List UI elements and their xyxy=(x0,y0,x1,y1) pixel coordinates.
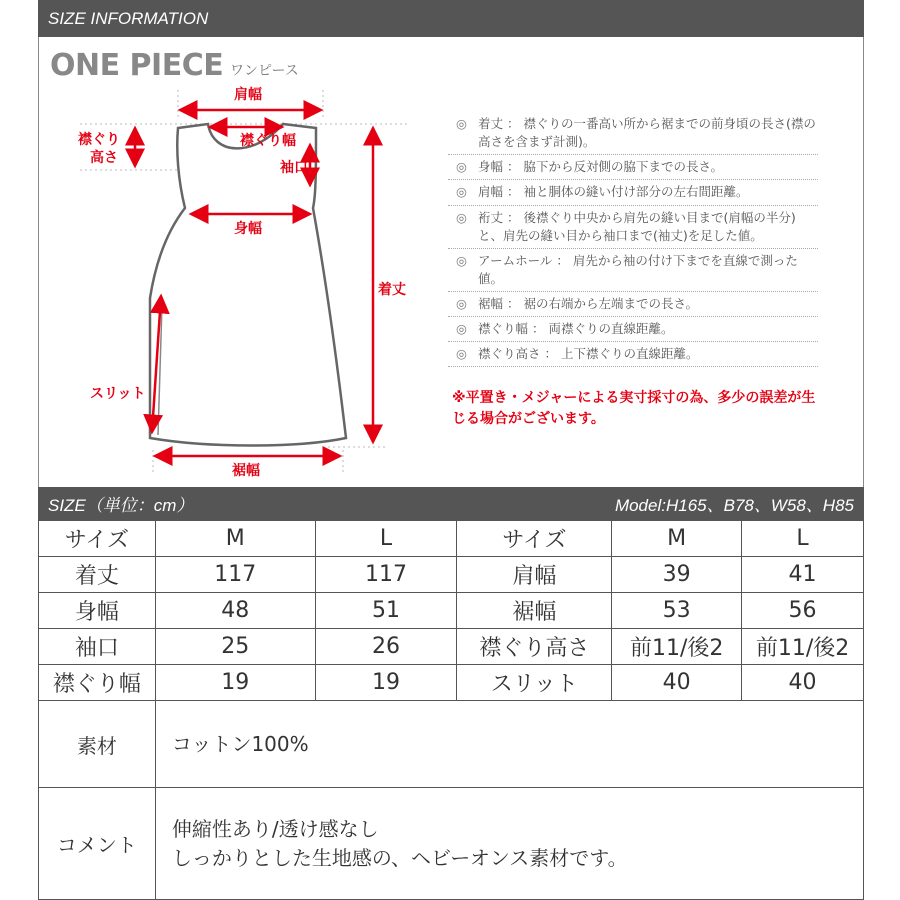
circle-mark-icon: ◎ xyxy=(456,159,467,175)
table-cell: 39 xyxy=(612,557,742,593)
comment-line-1: 伸縮性あり/透け感なし xyxy=(171,816,379,841)
note-item: ◎ アームホール ： 肩先から袖の付け下までを直線で測った値。 xyxy=(448,249,818,292)
note-item: ◎ 襟ぐり幅 ： 両襟ぐりの直線距離。 xyxy=(448,317,818,342)
measurement-warning: ※平置き・メジャーによる実寸採寸の為、多少の誤差が生じる場合がございます。 xyxy=(452,390,816,427)
table-row xyxy=(39,557,864,593)
label-length: 着丈 xyxy=(378,282,406,298)
material-value: コットン100% xyxy=(155,701,863,788)
table-row xyxy=(39,593,864,629)
table-header-cell: L xyxy=(742,521,864,557)
comment-row xyxy=(39,788,864,900)
label-body-width: 身幅 xyxy=(234,221,262,237)
table-cell: 19 xyxy=(315,665,457,701)
size-information-bar xyxy=(38,0,864,37)
table-cell: 肩幅 xyxy=(457,557,612,593)
circle-mark-icon: ◎ xyxy=(456,321,467,337)
material-label: 素材 xyxy=(39,701,156,788)
table-row xyxy=(39,629,864,665)
table-cell: 襟ぐり高さ xyxy=(457,629,612,665)
label-slit: スリット xyxy=(90,386,146,402)
comment-value xyxy=(155,788,863,900)
table-cell: 着丈 xyxy=(39,557,156,593)
label-hem: 裾幅 xyxy=(232,463,260,479)
table-cell: 117 xyxy=(155,557,315,593)
table-cell: 51 xyxy=(315,593,457,629)
table-row xyxy=(39,665,864,701)
table-cell: 前11/後2 xyxy=(612,629,742,665)
measurement-notes xyxy=(448,112,818,367)
size-table xyxy=(38,520,864,900)
label-neck-width: 襟ぐり幅 xyxy=(240,133,296,149)
note-item: ◎ 着丈 ： 襟ぐりの一番高い所から裾までの前身頃の長さ(襟の高さを含まず計測)。 xyxy=(448,112,818,155)
comment-line-2: しっかりとした生地感の、ヘビーオンス素材です。 xyxy=(171,845,628,870)
note-item: ◎ 肩幅 ： 袖と胴体の縫い付け部分の左右間距離。 xyxy=(448,180,818,205)
label-neck-height-2: 高さ xyxy=(90,150,118,166)
model-info: Model:H165、B78、W58、H85 xyxy=(614,496,854,515)
table-cell: 19 xyxy=(155,665,315,701)
table-cell: 26 xyxy=(315,629,457,665)
product-name: ONE PIECE xyxy=(50,48,224,83)
comment-label: コメント xyxy=(39,788,156,900)
table-cell: 身幅 xyxy=(39,593,156,629)
label-neck-height-1: 襟ぐり xyxy=(78,132,120,148)
table-cell: 襟ぐり幅 xyxy=(39,665,156,701)
table-cell: 40 xyxy=(742,665,864,701)
note-item: ◎ 襟ぐり高さ ： 上下襟ぐりの直線距離。 xyxy=(448,342,818,367)
table-cell: 48 xyxy=(155,593,315,629)
table-header-cell: M xyxy=(612,521,742,557)
circle-mark-icon: ◎ xyxy=(456,209,467,225)
dress-outline xyxy=(150,124,346,446)
table-cell: 53 xyxy=(612,593,742,629)
note-item: ◎ 身幅 ： 脇下から反対側の脇下までの長さ。 xyxy=(448,155,818,180)
table-header-cell: M xyxy=(155,521,315,557)
label-shoulder: 肩幅 xyxy=(234,87,262,103)
table-header-cell: L xyxy=(315,521,457,557)
circle-mark-icon: ◎ xyxy=(456,184,467,200)
table-cell: 前11/後2 xyxy=(742,629,864,665)
note-item: ◎ 裄丈 ： 後襟ぐり中央から肩先の縫い目まで(肩幅の半分)と、肩先の縫い目から袖口まで(袖丈)を足した値。 xyxy=(448,206,818,249)
note-item: ◎ 裾幅 ： 裾の右端から左端までの長さ。 xyxy=(448,292,818,317)
table-header-row xyxy=(39,521,864,557)
table-header-cell: サイズ xyxy=(457,521,612,557)
table-cell: 117 xyxy=(315,557,457,593)
circle-mark-icon: ◎ xyxy=(456,116,467,131)
product-name-jp: ワンピース xyxy=(230,63,299,79)
table-cell: 40 xyxy=(612,665,742,701)
section-title: SIZE INFORMATION xyxy=(48,8,209,28)
table-cell: スリット xyxy=(457,665,612,701)
dress-diagram xyxy=(38,80,418,485)
label-armhole: 袖口 xyxy=(280,160,308,176)
circle-mark-icon: ◎ xyxy=(456,252,467,268)
circle-mark-icon: ◎ xyxy=(456,346,467,362)
material-row xyxy=(39,701,864,788)
table-cell: 25 xyxy=(155,629,315,665)
size-bar xyxy=(38,487,864,520)
table-header-cell: サイズ xyxy=(39,521,156,557)
table-cell: 裾幅 xyxy=(457,593,612,629)
table-cell: 袖口 xyxy=(39,629,156,665)
circle-mark-icon: ◎ xyxy=(456,296,467,311)
table-cell: 41 xyxy=(742,557,864,593)
size-unit-label: SIZE（単位：cm） xyxy=(48,496,194,515)
table-cell: 56 xyxy=(742,593,864,629)
